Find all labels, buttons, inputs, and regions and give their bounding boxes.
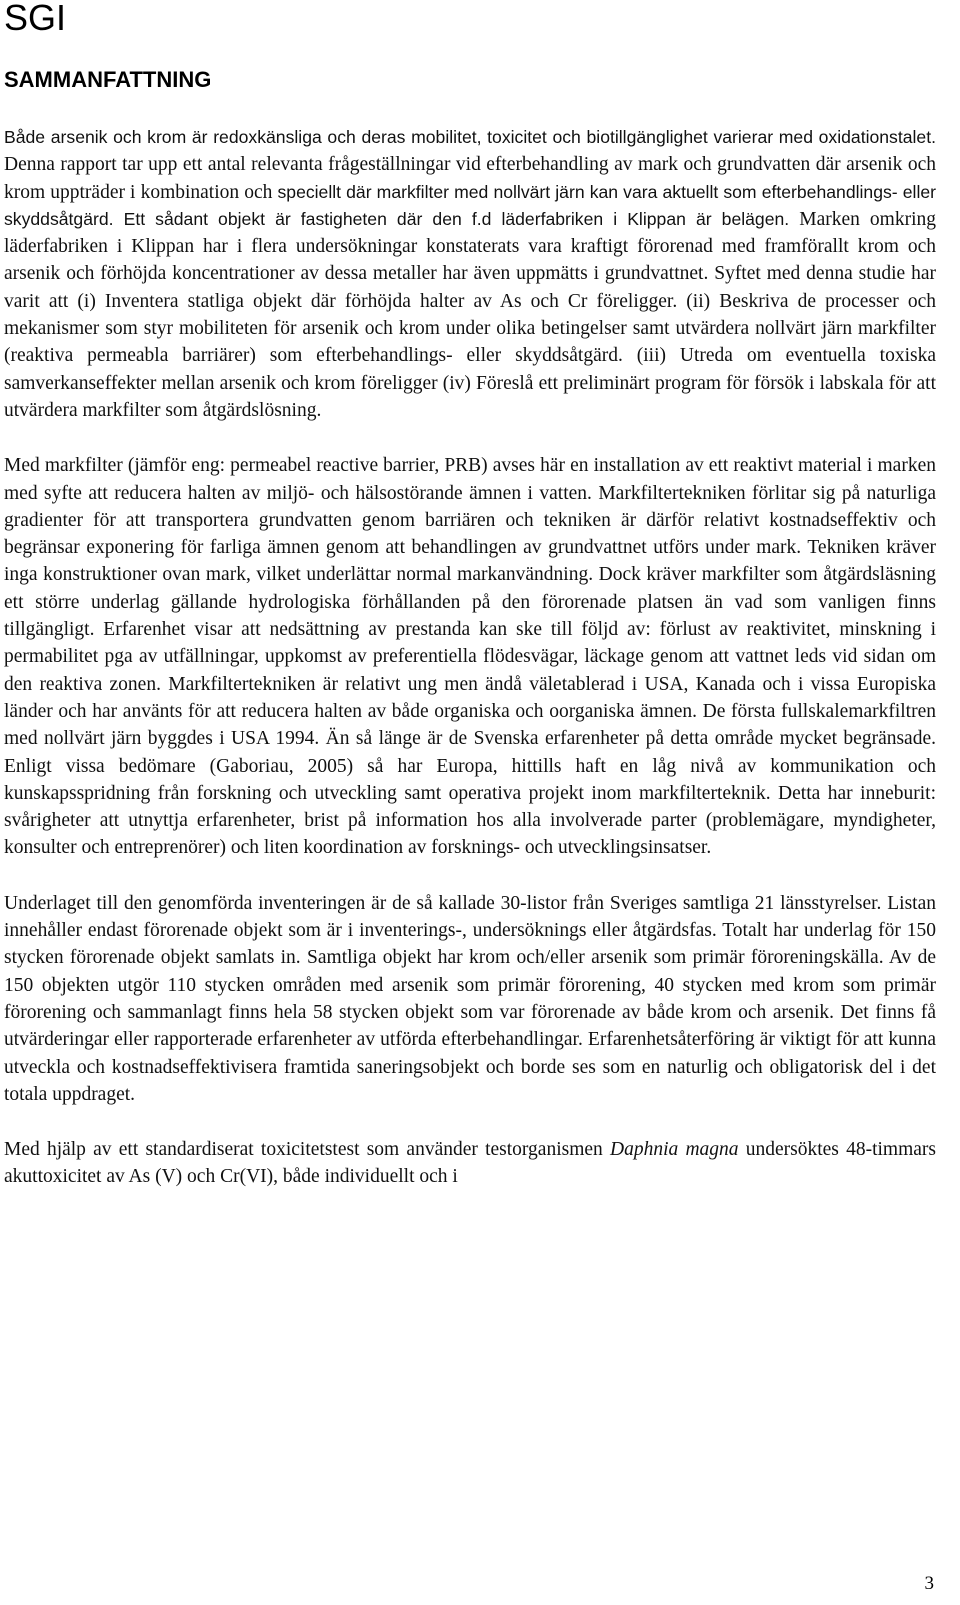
sgi-logo: SGI xyxy=(4,0,67,38)
paragraph-markfilter: Med markfilter (jämför eng: permeabel reactive barrier, PRB) avses här en installation av ett reaktivt material i marken med syfte att reducera halten av miljö- och hälsostörande ämnen i vatten. Markfiltertekniken förlitar sig på naturliga gradienter för att transportera grundvatten genom barriären och tekniken är därför relativt kostnadseffektiv och begränsar exponering för farliga ämnen genom att behandlingen av grundvattnet utförs under mark. Tekniken kräver inga konstruktioner ovan mark, vilket underlättar normal markanvändning. Dock kräver markfilter som åtgärdsläsning ett större underlag gällande hydrologiska förhållanden på den förorenade platsen än vad som vanligen finns tillgängligt. Erfarenhet visar att nedsättning av prestanda kan ske till följd av: förlust av reaktivitet, minskning i permabilitet pga av utfällningar, uppkomst av preferentiella flödesvägar, läckage genom att vattnet leds vid sidan om den reaktiva zonen. Markfiltertekniken är relativt ung men ändå väletablerad i USA, Kanada och i vissa Europiska länder och har använts för att reducera halten av både organiska och oorganiska ämnen. De första fullskalemarkfiltren med nollvärt järn byggdes i USA 1994. Än så länge är de Svenska erfarenheter på detta område mycket begränsade. Enligt vissa bedömare (Gaboriau, 2005) så har Europa, hittills haft en låg nivå av kommunikation och kunskapsspridning från forskning och utveckling samt operativa projekt inom markfilterteknik. Detta har inneburit: svårigheter att utnyttja erfarenheter, brist på information hos alla involverade parter (problemägare, myndigheter, konsulter och entreprenörer) och liten koordination av forsknings- och utvecklingsinsatser. xyxy=(4,455,936,859)
intro-sentence-4: Marken omkring läderfabriken i Klippan har i flera undersökningar konstaterats vara kraftigt förorenad med framförallt krom och arsenik och förhöjda koncentrationer av dessa metaller har även uppmätts i grundvattnet. Syftet med denna studie har varit att (i) Inventera statliga objekt där förhöjda halter av As och Cr föreligger. (ii) Beskriva de processer och mekanismer som styr mobiliteten för arsenik och krom under olika betingelser samt utvärdera nollvärt järn markfilter (reaktiva permeabla barriärer) som efterbehandlings- eller skyddsåtgärd. (iii) Utreda om eventuella toxiska samverkanseffekter mellan arsenik och krom föreligger (iv) Föreslå ett preliminärt program för försök i labskala för att utvärdera markfilter som åtgärdslösning. xyxy=(4,208,937,421)
document-body xyxy=(4,124,936,1191)
paragraph-gap xyxy=(4,1108,936,1136)
paragraph-intro xyxy=(4,124,936,424)
species-name: Daphnia magna xyxy=(609,1139,739,1161)
toxicity-text-before: Med hjälp av ett standardiserat toxicitetstest som använder testorganismen xyxy=(4,1139,603,1161)
page-number: 3 xyxy=(924,1573,934,1594)
intro-sentence-1: varierar med oxidationstalet. xyxy=(713,127,936,147)
intro-line-1: Både arsenik och krom är redoxkänsliga och deras mobilitet, toxicitet och biotillgänglighet xyxy=(4,127,708,147)
paragraph-gap xyxy=(4,862,936,890)
intro-sentence-2: Denna rapport tar upp ett antal relevanta frågeställningar vid efterbehandling av mark och grundvatten där arsenik och krom uppträder i kombination och xyxy=(4,154,936,203)
section-title: SAMMANFATTNING xyxy=(4,67,212,92)
paragraph-gap xyxy=(4,424,936,452)
toxicity-text-after: undersöktes 48-timmars akuttoxicitet av As (V) och Cr(VI), både individuellt och i xyxy=(4,1139,936,1188)
paragraph-inventory: Underlaget till den genomförda inventeringen är de så kallade 30-listor från Sveriges samtliga 21 länsstyrelser. Listan innehåller endast förorenade objekt som är i inventerings-, undersöknings eller åtgärdsfas. Totalt har underlag för 150 stycken förorenade objekt samlats in. Samtliga objekt har krom och/eller arsenik som primär föroreningskälla. Av de 150 objekten utgör 110 stycken områden med arsenik som primär förorening, 40 stycken med krom som primär förorening och sammanlagt finns hela 58 stycken objekt som var förorenade av både krom och arsenik. Det finns få utvärderingar eller rapporterade erfarenheter av utförda efterbehandlingar. Erfarenhetsåterföring är viktigt för att kunna utveckla och kostnadseffektivisera framtida saneringsobjekt och borde ses som en naturlig och obligatorisk del i det totala uppdraget. xyxy=(4,892,936,1105)
paragraph-toxicity xyxy=(4,1136,936,1191)
intro-sentence-3: speciellt där markfilter med nollvärt järn kan vara aktuellt som efterbehandlings- eller skyddsåtgärd. Ett sådant objekt är fastigheten där den f.d läderfabriken i Klippan är belägen. xyxy=(4,181,936,229)
